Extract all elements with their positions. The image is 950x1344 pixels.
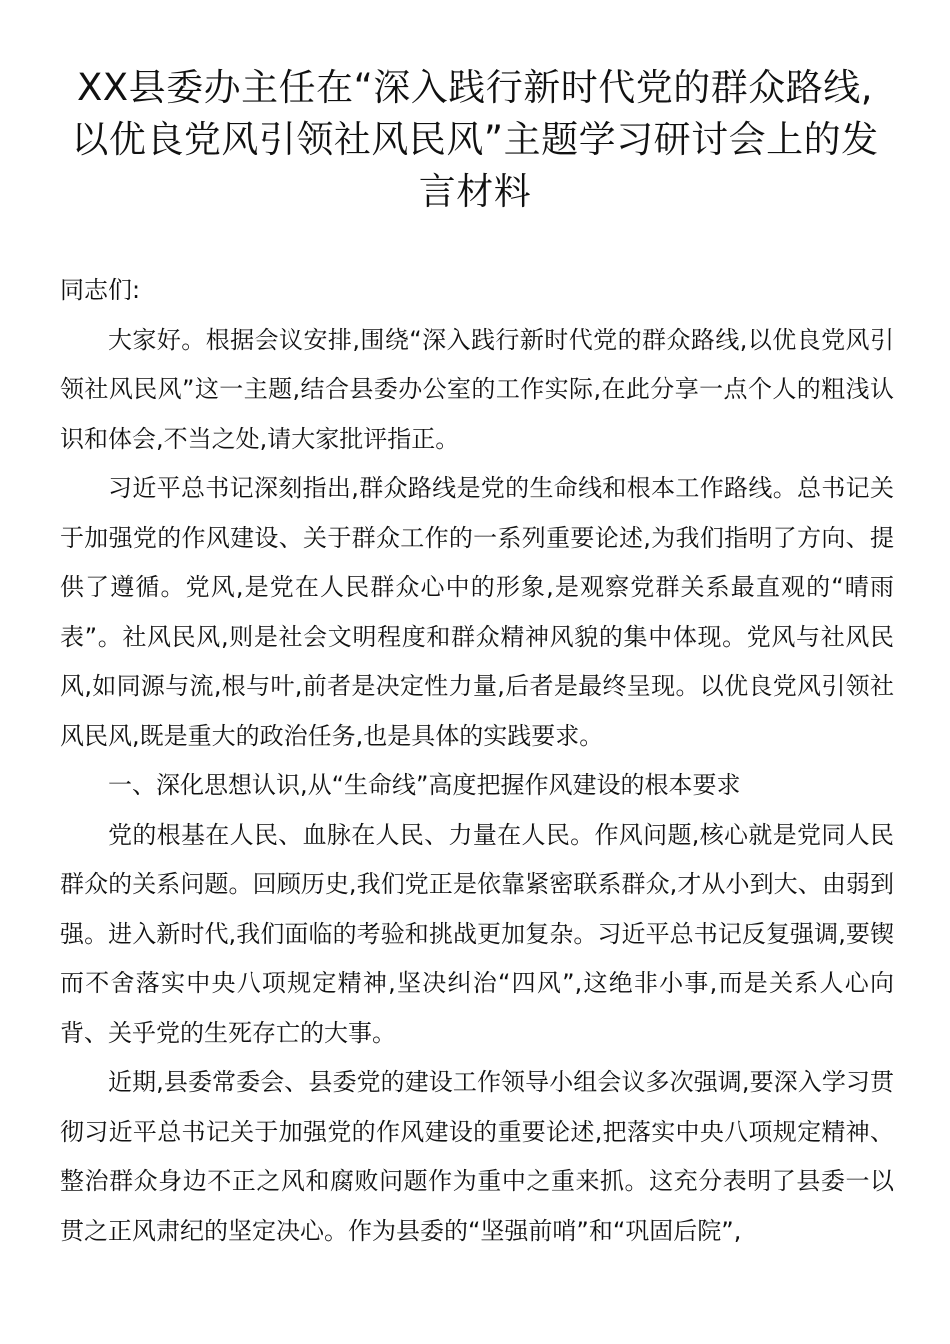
paragraph-county-committee: 近期,县委常委会、县委党的建设工作领导小组会议多次强调,要深入学习贯彻习近平总书记关于加强党的作风建设的重要论述,把落实中央八项规定精神、整治群众身边不正之风和腐败问题作为重中之重来抓。这充分表明了县委一以贯之正风肃纪的坚定决心。作为县委的“坚强前哨”和“巩固后院”, — [60, 1068, 894, 1245]
paragraph-mass-line: 习近平总书记深刻指出,群众路线是党的生命线和根本工作路线。总书记关于加强党的作风建设、关于群众工作的一系列重要论述,为我们指明了方向、提供了遵循。党风,是党在人民群众心中的形象,是观察党群关系最直观的“晴雨表”。社风民风,则是社会文明程度和群众精神风貌的集中体现。党风与社风民风,如同源与流,根与叶,前者是决定性力量,后者是最终呈现。以优良党风引领社风民风,既是重大的政治任务,也是具体的实践要求。 — [60, 474, 894, 750]
document-title: XX县委办主任在“深入践行新时代党的群众路线,以优良党风引领社风民风”主题学习研讨会上的发言材料 — [71, 66, 879, 213]
document-body — [60, 266, 894, 1256]
section-heading: 一、深化思想认识,从“生命线”高度把握作风建设的根本要求 — [108, 771, 741, 799]
paragraph-opening: 大家好。根据会议安排,围绕“深入践行新时代党的群众路线,以优良党风引领社风民风”这一主题,结合县委办公室的工作实际,在此分享一点个人的粗浅认识和体会,不当之处,请大家批评指正。 — [60, 325, 894, 453]
greeting: 同志们: — [60, 276, 141, 304]
paragraph-party-root: 党的根基在人民、血脉在人民、力量在人民。作风问题,核心就是党同人民群众的关系问题。回顾历史,我们党正是依靠紧密联系群众,才从小到大、由弱到强。进入新时代,我们面临的考验和挑战更加复杂。习近平总书记反复强调,要锲而不舍落实中央八项规定精神,坚决纠治“四风”,这绝非小事,而是关系人心向背、关乎党的生死存亡的大事。 — [60, 820, 894, 1047]
